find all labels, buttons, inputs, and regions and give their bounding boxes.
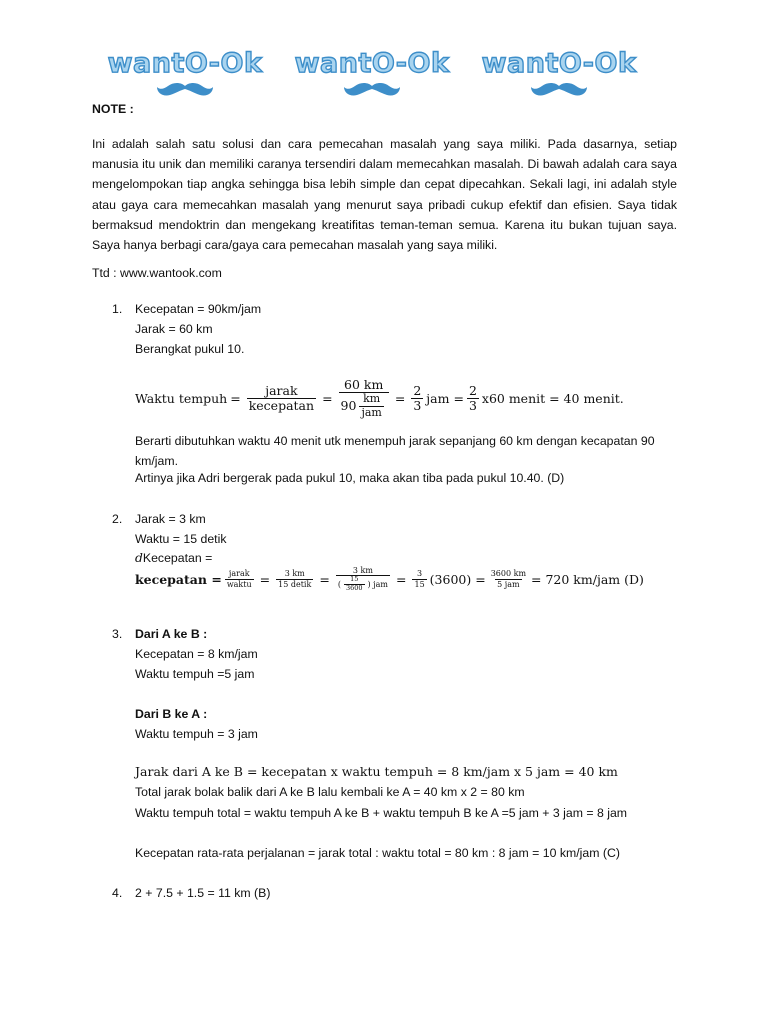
fraction: [225, 569, 254, 588]
paren-unit: ) jam: [367, 579, 388, 589]
numerator: 3 km: [352, 566, 373, 575]
mustache-icon: [342, 80, 402, 100]
answer-line: Artinya jika Adri bergerak pada pukul 10, maka akan tiba pada pukul 10.40. (D): [135, 471, 565, 485]
equation-speed: kecepatan = $\frac{\text{jarak}}{\text{waktu}}$ = $\frac{3 km}{\text{15 detik}}$ = 3 km ( $\frac{15}{3600}$ ) jam = $\frac{3}{15}$ (3600) = $\frac{3600 km}{\text{5 jam}}$ = 720 km/jam (D): [135, 566, 644, 592]
numerator: 15: [350, 575, 359, 584]
fraction: [359, 393, 383, 419]
eq-lhs: Waktu tempuh: [135, 391, 228, 407]
eq-result: = 720 km/jam (D): [531, 571, 644, 587]
denominator: 5 jam: [497, 579, 520, 589]
logo: [466, 48, 652, 102]
numerator: jarak: [228, 569, 250, 579]
numerator: 3 km: [284, 569, 305, 579]
mustache-icon: [529, 80, 589, 100]
given-time: Waktu tempuh =5 jam: [135, 667, 255, 681]
mustache-icon: [155, 80, 215, 100]
note-title: NOTE :: [92, 102, 134, 116]
item-number: 2.: [112, 512, 123, 526]
eq-lhs: kecepatan =: [135, 571, 222, 587]
note-body: Ini adalah salah satu solusi dan cara pemecahan masalah yang saya miliki. Pada dasarnya, setiap manusia itu unik dan memiliki caranya tersendiri dalam memecahkan masalah. Di bawah adalah cara saya mengelompokan tiap angka sehingga bisa lebih simple dan cepat dipecahkan. Sekali lagi, ini adalah style atau gaya cara memecahkan masalah yang menurut saya pribadi cukup efektif dan efisien. Saya tidak bermaksud mendoktrin dan mengekang kreatifitas teman-teman semua. Karena itu bukan tujuan saya. Saya hanya berbagi cara/gaya cara pemecahan masalah yang saya miliki.: [92, 137, 677, 253]
fraction: [412, 569, 426, 588]
equation-travel-time: Waktu tempuh = $\frac{\text{jarak}}{\text{kecepatan}}$ = 60 km 90 $\frac{km}{\text{jam}}$ = $\frac{2}{3}$ jam = $\frac{2}{3}$ x60 menit = 40 menit.: [135, 377, 624, 420]
section-heading: Dari B ke A :: [135, 707, 208, 721]
given-time: Waktu tempuh = 3 jam: [135, 727, 258, 741]
numerator: km: [363, 392, 381, 406]
numerator: jarak: [265, 382, 298, 398]
fraction: [344, 576, 365, 592]
answer-line: 2 + 7.5 + 1.5 = 11 km (B): [135, 886, 271, 900]
total-distance: Total jarak bolak balik dari A ke B lalu kembali ke A = 40 km x 2 = 80 km: [135, 785, 525, 799]
given-speed: Kecepatan = 90km/jam: [135, 302, 262, 316]
fraction: [489, 569, 528, 588]
item-number: 3.: [112, 627, 123, 641]
denominator: 3: [413, 398, 422, 414]
logo-text: wantO-Ok: [107, 48, 263, 79]
logo: [279, 48, 465, 102]
speed-heading: [135, 551, 212, 565]
denominator: waktu: [226, 579, 252, 589]
average-speed: Kecepatan rata-rata perjalanan = jarak total : waktu total = 80 km : 8 jam = 10 km/jam (C): [135, 846, 620, 860]
given-speed: Kecepatan = 8 km/jam: [135, 647, 258, 661]
numerator: 2: [468, 382, 477, 398]
total-time: Waktu tempuh total = waktu tempuh A ke B + waktu tempuh B ke A =5 jam + 3 jam = 8 jam: [135, 806, 628, 820]
logo-text: wantO-Ok: [294, 48, 450, 79]
fraction: [336, 566, 390, 592]
denominator: 3: [468, 398, 477, 414]
header-banner: [92, 48, 652, 102]
fraction: [467, 384, 479, 414]
item-number: 1.: [112, 302, 123, 316]
given-time: Waktu = 15 detik: [135, 532, 227, 546]
explanation: Berarti dibutuhkan waktu 40 menit utk menempuh jarak sepanjang 60 km dengan kecapatan 90 km/jam.: [135, 434, 655, 468]
given-departure: Berangkat pukul 10.: [135, 342, 245, 356]
eq-text: (3600) =: [429, 571, 486, 587]
denominator: [336, 575, 390, 592]
variable-d: d: [135, 551, 143, 565]
fraction: [339, 378, 389, 420]
numerator: 3600 km: [490, 569, 527, 579]
denominator: jam: [361, 406, 382, 420]
denominator-value: 90: [340, 398, 357, 414]
eq-text: jam =: [426, 391, 464, 407]
given-distance: Jarak = 3 km: [135, 512, 206, 526]
denominator: [339, 392, 389, 419]
eq-result: x60 menit = 40 menit.: [481, 391, 624, 407]
numerator: 60 km: [344, 377, 384, 392]
section-heading: Dari A ke B :: [135, 627, 208, 641]
given-distance: Jarak = 60 km: [135, 322, 213, 336]
item-number: 4.: [112, 886, 123, 900]
paren: (: [337, 579, 341, 589]
denominator: kecepatan: [248, 398, 315, 414]
numerator: 3: [417, 569, 423, 579]
fraction: [411, 384, 423, 414]
equation-distance: Jarak dari A ke B = kecepatan x waktu tempuh = 8 km/jam x 5 jam = 40 km: [135, 764, 618, 779]
eq-sign: =: [230, 391, 241, 407]
logo-text: wantO-Ok: [481, 48, 637, 79]
numerator: 2: [413, 382, 422, 398]
denominator: 15: [414, 579, 425, 589]
signature-line: Ttd : www.wantook.com: [92, 266, 222, 280]
denominator: 3600: [345, 583, 363, 592]
denominator: 15 detik: [278, 579, 312, 589]
logo: [92, 48, 278, 102]
fraction: [247, 384, 316, 414]
fraction: [276, 569, 313, 588]
speed-label: Kecepatan =: [142, 551, 213, 565]
